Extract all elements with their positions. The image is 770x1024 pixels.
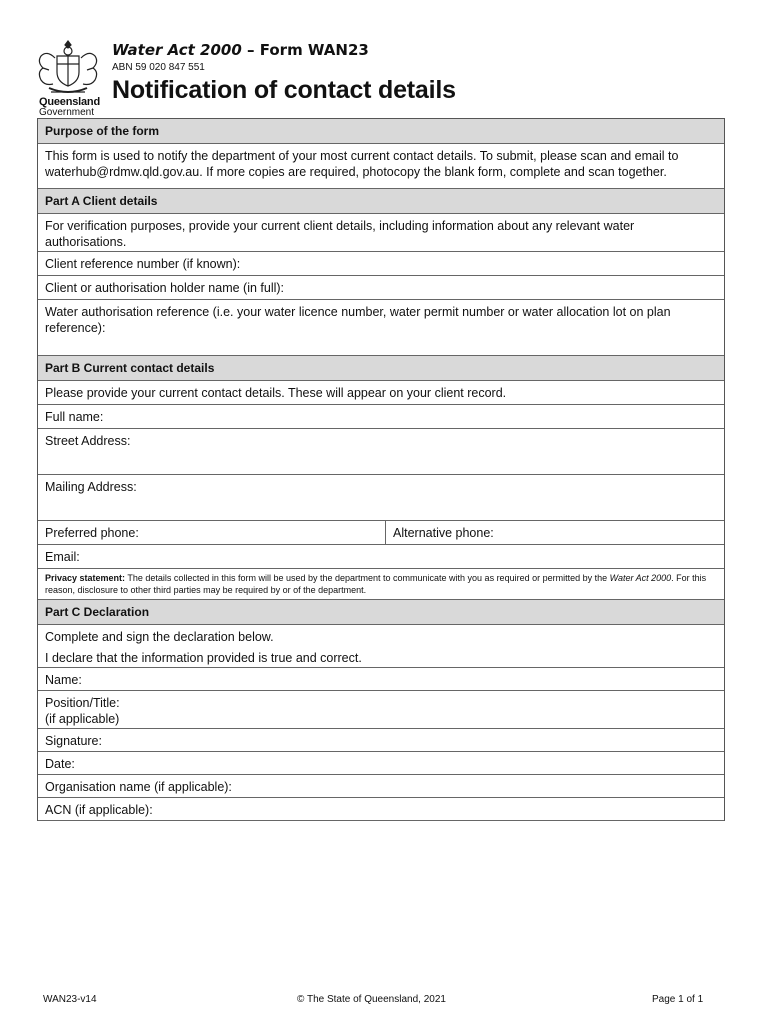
- form-label: – Form WAN23: [241, 41, 369, 59]
- privacy-text-1: The details collected in this form will be used by the department to communicate with you as required or permitted by the: [125, 573, 610, 583]
- privacy-act-name: Water Act 2000: [609, 573, 672, 583]
- full-name-field[interactable]: Full name:: [38, 405, 724, 429]
- footer-copyright: © The State of Queensland, 2021: [297, 994, 446, 1005]
- declaration-intro: Complete and sign the declaration below.: [45, 630, 274, 644]
- privacy-statement: [38, 569, 724, 600]
- acn-field[interactable]: ACN (if applicable):: [38, 798, 724, 821]
- act-name: Water Act 2000: [112, 41, 242, 59]
- form-body: [37, 118, 725, 821]
- preferred-phone-field[interactable]: Preferred phone:: [38, 521, 386, 544]
- signature-field[interactable]: Signature:: [38, 729, 724, 752]
- position-title-note: (if applicable): [45, 712, 120, 726]
- queensland-government-logo: [33, 38, 103, 118]
- mailing-address-field[interactable]: Mailing Address:: [38, 475, 724, 521]
- alternative-phone-field[interactable]: Alternative phone:: [393, 526, 494, 540]
- organisation-name-field[interactable]: Organisation name (if applicable):: [38, 775, 724, 798]
- declaration-statement: I declare that the information provided is true and correct.: [45, 651, 362, 665]
- section-heading-part-c: Part C Declaration: [38, 600, 724, 625]
- section-heading-part-b: Part B Current contact details: [38, 356, 724, 381]
- street-address-field[interactable]: Street Address:: [38, 429, 724, 475]
- date-field[interactable]: Date:: [38, 752, 724, 775]
- act-line: [112, 40, 456, 60]
- privacy-label: Privacy statement:: [45, 573, 126, 583]
- logo-government-text: Government: [39, 107, 95, 118]
- page-title: Notification of contact details: [112, 76, 456, 104]
- coat-of-arms-icon: [35, 38, 101, 96]
- purpose-text: This form is used to notify the department of your most current contact details. To submit, please scan and email to waterhub@rdmw.qld.gov.au. If more copies are required, photocopy the blank form, complete and scan together.: [38, 144, 724, 189]
- form-header: [112, 40, 456, 105]
- declaration-block: [38, 625, 724, 668]
- logo-queensland-text: Queensland: [39, 96, 100, 108]
- footer-page-number: Page 1 of 1: [652, 994, 704, 1005]
- section-heading-part-a: Part A Client details: [38, 189, 724, 214]
- abn: ABN 59 020 847 551: [112, 62, 205, 73]
- position-title-field[interactable]: [38, 691, 724, 729]
- part-a-intro: For verification purposes, provide your current client details, including information about any relevant water authorisations.: [38, 214, 724, 252]
- email-field[interactable]: Email:: [38, 545, 724, 569]
- water-authorisation-reference-field[interactable]: Water authorisation reference (i.e. your water licence number, water permit number or water allocation lot on plan reference):: [38, 300, 724, 356]
- section-heading-purpose: Purpose of the form: [38, 119, 724, 144]
- part-b-intro: Please provide your current contact details. These will appear on your client record.: [38, 381, 724, 405]
- holder-name-field[interactable]: Client or authorisation holder name (in full):: [38, 276, 724, 300]
- client-reference-field[interactable]: Client reference number (if known):: [38, 252, 724, 276]
- position-title-label: Position/Title:: [45, 696, 120, 710]
- declarant-name-field[interactable]: Name:: [38, 668, 724, 691]
- phone-row: [38, 521, 724, 545]
- privacy-text-2: . For this reason, disclosure to other third parties may be required by or of the department.: [45, 573, 707, 595]
- footer-form-version: WAN23-v14: [43, 994, 97, 1005]
